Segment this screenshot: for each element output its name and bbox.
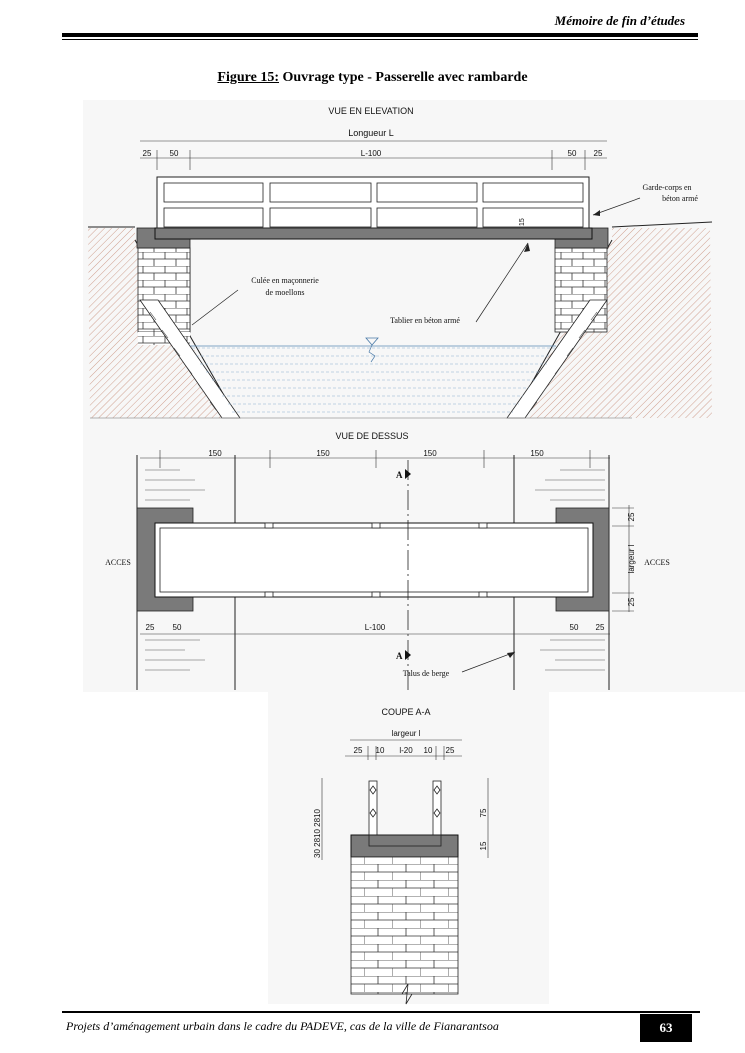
top-view-title: VUE DE DESSUS — [335, 431, 409, 441]
sec-dim-25-right: 25 — [445, 746, 455, 755]
footer-text: Projets d’aménagement urbain dans le cadre du PADEVE, cas de la ville de Fianarantsoa — [66, 1019, 499, 1033]
note-guardrail-line1: Garde-corps en — [642, 183, 692, 192]
dim-25-bottom: 25 — [627, 597, 636, 607]
note-deck: Tablier en béton armé — [390, 316, 460, 325]
bottom-dim-50-right: 50 — [569, 623, 579, 632]
bottom-dim-50-left: 50 — [172, 623, 182, 632]
dim-25-left: 25 — [142, 149, 152, 158]
note-abutment-line1: Culée en maçonnerie — [251, 276, 319, 285]
dim-50-left: 50 — [169, 149, 179, 158]
figure-label: Figure 15: — [217, 70, 279, 85]
note-bank: Talus de berge — [402, 669, 450, 678]
span-1: 150 — [208, 449, 222, 458]
span-4: 150 — [530, 449, 544, 458]
access-left-label: ACCES — [105, 558, 131, 567]
sec-dims-left: 30 2810 2810 — [313, 809, 322, 858]
note-abutment-line2: de moellons — [265, 288, 305, 297]
dim-50-right: 50 — [567, 149, 577, 158]
page-number: 63 — [640, 1014, 692, 1042]
sec-dim-25-left: 25 — [353, 746, 363, 755]
bottom-dim-25-left: 25 — [145, 623, 155, 632]
section-marker-bottom: A — [396, 651, 403, 661]
section-width-label: largeur l — [391, 729, 421, 738]
length-label: Longueur L — [348, 128, 394, 138]
bottom-dim-mid: L-100 — [364, 623, 386, 632]
span-2: 150 — [316, 449, 330, 458]
dim-15: 15 — [519, 218, 526, 226]
elevation-title: VUE EN ELEVATION — [328, 106, 414, 116]
figure-title: Ouvrage type - Passerelle avec rambarde — [282, 70, 528, 85]
note-guardrail-line2: béton armé — [662, 194, 698, 203]
dim-25-top: 25 — [627, 512, 636, 522]
dim-length-mid: L-100 — [360, 149, 382, 158]
section-title: COUPE A-A — [381, 707, 431, 717]
sec-dim-10-right: 10 — [423, 746, 433, 755]
sec-dim-75: 75 — [479, 808, 488, 818]
dim-25-right: 25 — [593, 149, 603, 158]
width-label: largeur l — [627, 544, 636, 574]
sec-dim-mid: l-20 — [399, 746, 413, 755]
footer-rule — [62, 1011, 700, 1013]
section-marker-top: A — [396, 470, 403, 480]
running-header: Mémoire de fin d’études — [554, 13, 685, 28]
bottom-dim-25-right: 25 — [595, 623, 605, 632]
access-right-label: ACCES — [644, 558, 670, 567]
span-3: 150 — [423, 449, 437, 458]
sec-dim-15: 15 — [479, 841, 488, 851]
sec-dim-10-left: 10 — [375, 746, 385, 755]
